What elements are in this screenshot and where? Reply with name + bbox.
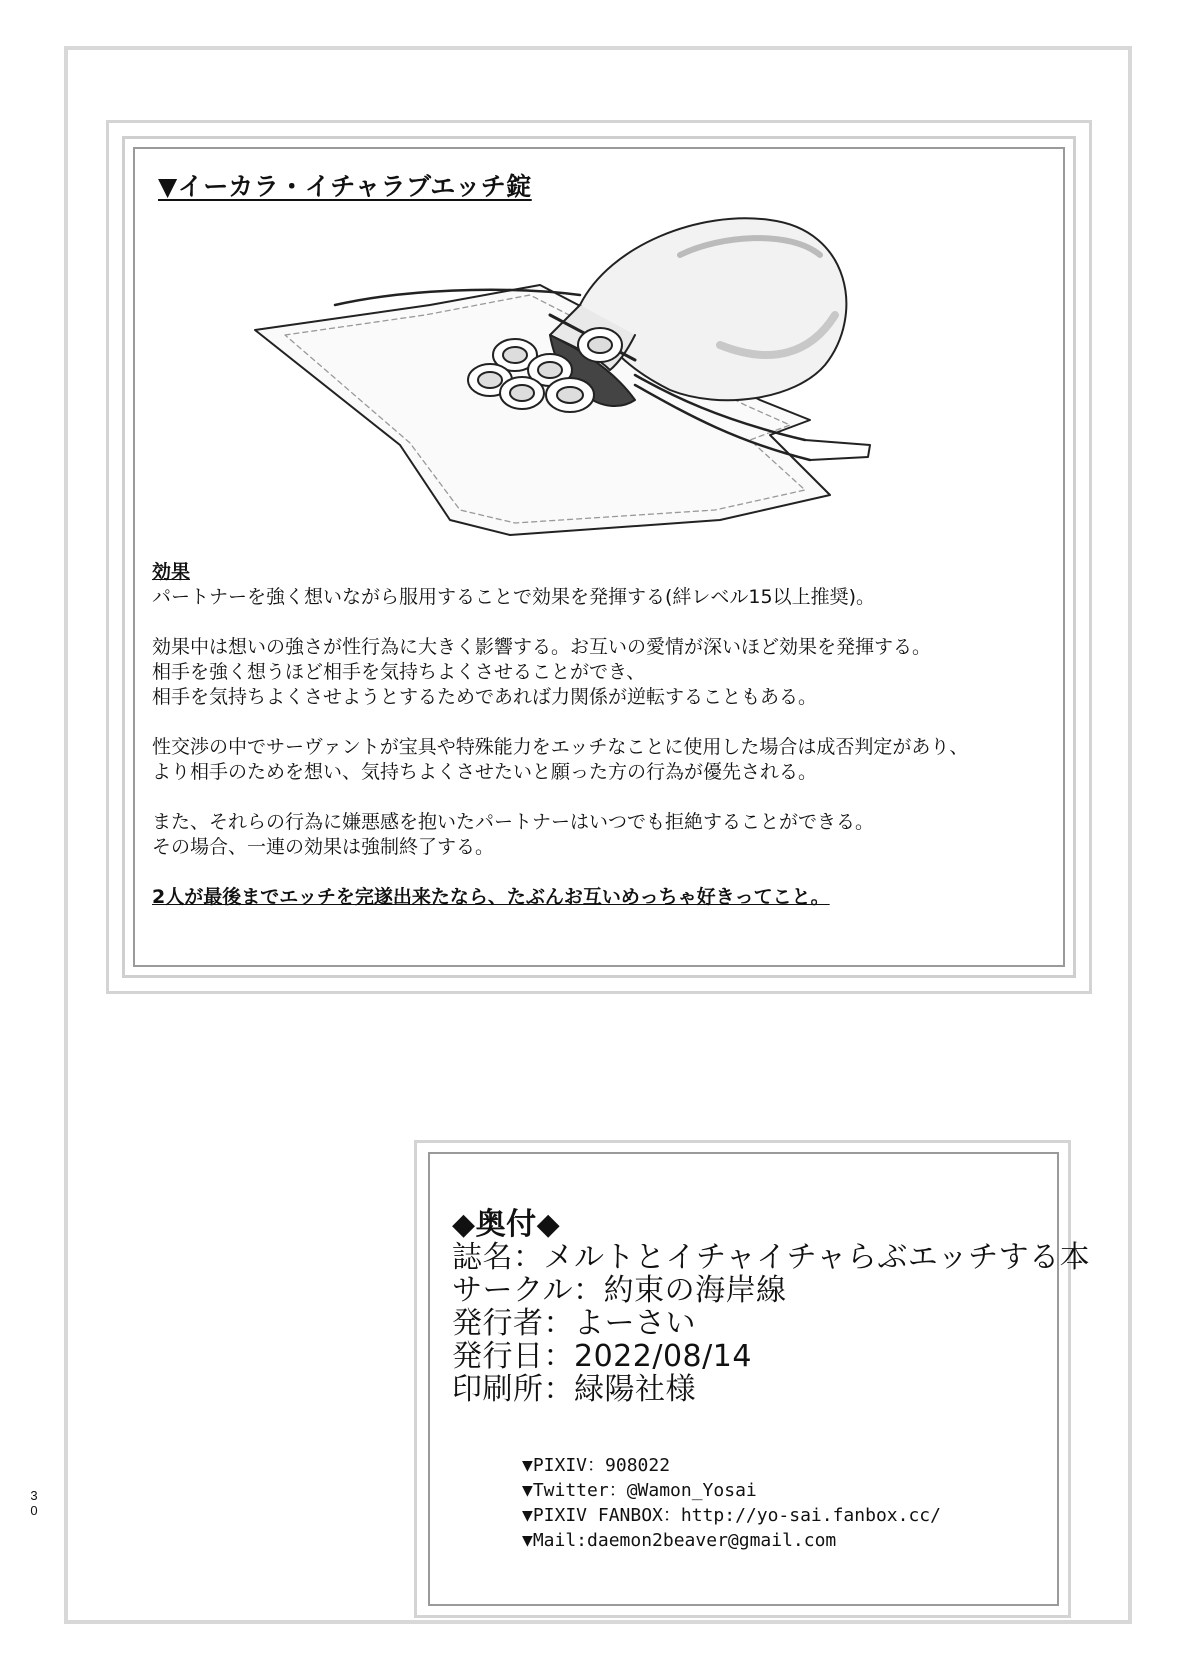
pixiv-link: ▼PIXIV：908022 — [522, 1455, 671, 1476]
effects-line: その場合、一連の効果は強制終了する。 — [152, 836, 495, 858]
effects-paragraph-4 — [152, 810, 1052, 860]
contact-links — [522, 1453, 941, 1553]
effects-closing: 2人が最後までエッチを完遂出来たなら、たぶんお互いめっちゃ好きってこと。 — [152, 886, 830, 908]
colophon-date: 発行日：2022/08/14 — [452, 1339, 752, 1374]
colophon-circle: サークル：約束の海岸線 — [452, 1273, 787, 1308]
pill-pouch-illustration — [250, 195, 970, 555]
effects-section — [152, 560, 1052, 910]
colophon-heading: ◆奥付◆ — [452, 1207, 561, 1242]
twitter-link: ▼Twitter：@Wamon_Yosai — [522, 1480, 757, 1501]
item-title: ▼イーカラ・イチャラブエッチ錠 — [158, 172, 532, 201]
effects-line: 相手を強く想うほど相手を気持ちよくさせることができ、 — [152, 661, 646, 683]
effects-label: 効果 — [152, 561, 191, 583]
effects-line: 効果中は想いの強さが性行為に大きく影響する。お互いの愛情が深いほど効果を発揮する。 — [152, 636, 932, 658]
effects-paragraph-3 — [152, 735, 1052, 785]
fanbox-link: ▼PIXIV FANBOX：http://yo-sai.fanbox.cc/ — [522, 1505, 941, 1526]
effects-line: より相手のためを想い、気持ちよくさせたいと願った方の行為が優先される。 — [152, 761, 818, 783]
mail-link: ▼Mail:daemon2beaver@gmail.com — [522, 1530, 837, 1551]
colophon-printer: 印刷所：緑陽社様 — [452, 1372, 696, 1407]
effects-line: また、それらの行為に嫌悪感を抱いたパートナーはいつでも拒絶することができる。 — [152, 811, 875, 833]
colophon-publisher: 発行者：よーさい — [452, 1306, 696, 1341]
effects-paragraph-1 — [152, 585, 1052, 610]
page-number-text: 3 0 — [30, 1488, 38, 1518]
colophon — [452, 1208, 1090, 1406]
colophon-title: 誌名：メルトとイチャイチャらぶエッチする本 — [452, 1240, 1091, 1275]
effects-line: パートナーを強く想いながら服用することで効果を発揮する(絆レベル15以上推奨)。 — [152, 586, 876, 608]
effects-paragraph-2 — [152, 635, 1052, 710]
effects-line: 性交渉の中でサーヴァントが宝具や特殊能力をエッチなことに使用した場合は成否判定があり、 — [152, 736, 969, 758]
page-number — [28, 1488, 40, 1518]
effects-line: 相手を気持ちよくさせようとするためであれば力関係が逆転することもある。 — [152, 686, 818, 708]
